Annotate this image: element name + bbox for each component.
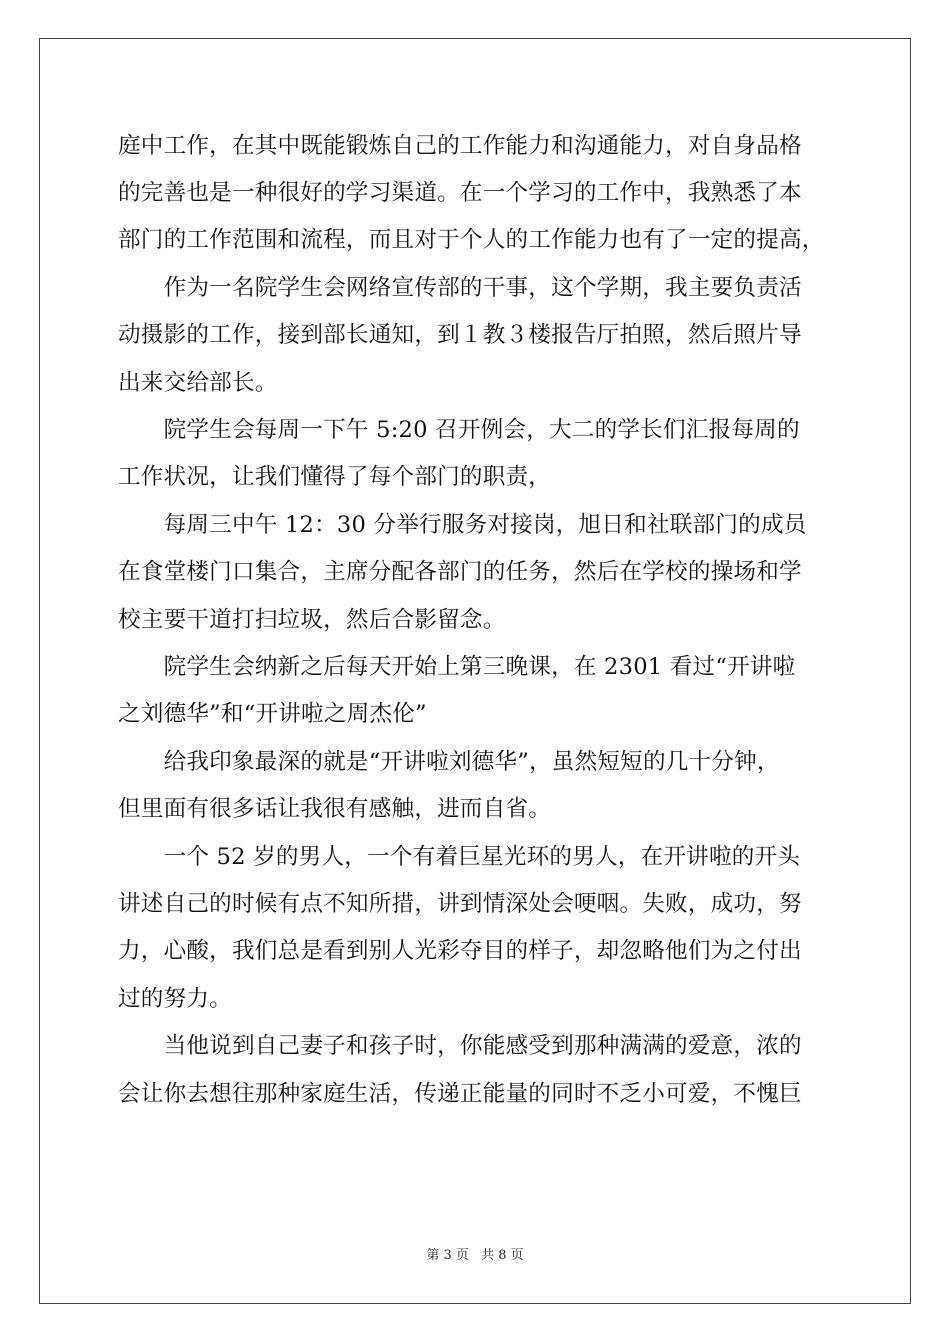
text-line: 过的努力。	[118, 986, 232, 1012]
text-line: 工作状况，让我们懂得了每个部门的职责，	[118, 464, 552, 490]
text-line: 但里面有很多话让我很有感触，进而自省。	[118, 796, 552, 822]
text-line: 会让你去想往那种家庭生活，传递正能量的同时不乏小可爱，不愧巨	[118, 1081, 802, 1107]
text-line: 每周三中午 12：30 分举行服务对接岗，旭日和社联部门的成员	[118, 512, 807, 538]
text-line: 校主要干道打扫垃圾，然后合影留念。	[118, 607, 506, 633]
text-line: 讲述自己的时候有点不知所措，讲到情深处会哽咽。失败，成功，努	[118, 891, 802, 917]
text-line: 的完善也是一种很好的学习渠道。在一个学习的工作中，我熟悉了本	[118, 180, 802, 206]
text-line: 院学生会每周一下午 5:20 召开例会，大二的学长们汇报每周的	[118, 417, 800, 443]
text-line: 院学生会纳新之后每天开始上第三晚课，在 2301 看过“开讲啦	[118, 654, 796, 680]
text-line: 给我印象最深的就是“开讲啦刘德华”，虽然短短的几十分钟，	[118, 749, 780, 775]
page-footer	[0, 1246, 950, 1266]
text-line: 动摄影的工作，接到部长通知，到１教３楼报告厅拍照，然后照片导	[118, 322, 802, 348]
text-line: 当他说到自己妻子和孩子时，你能感受到那种满满的爱意，浓的	[118, 1033, 802, 1059]
page-total: 共 8 页	[481, 1248, 524, 1263]
text-line: 出来交给部长。	[118, 370, 278, 396]
page-number: 第 3 页	[426, 1248, 469, 1263]
text-line: 部门的工作范围和流程，而且对于个人的工作能力也有了一定的提高，	[118, 227, 825, 253]
text-line: 一个 52 岁的男人，一个有着巨星光环的男人，在开讲啦的开头	[118, 844, 801, 870]
text-line: 在食堂楼门口集合，主席分配各部门的任务，然后在学校的操场和学	[118, 559, 802, 585]
text-line: 力，心酸，我们总是看到别人光彩夺目的样子，却忽略他们为之付出	[118, 938, 802, 964]
text-line: 作为一名院学生会网络宣传部的干事，这个学期，我主要负责活	[118, 275, 802, 301]
text-line: 庭中工作，在其中既能锻炼自己的工作能力和沟通能力，对自身品格	[118, 133, 802, 159]
text-line: 之刘德华”和“开讲啦之周杰伦”	[118, 701, 427, 727]
